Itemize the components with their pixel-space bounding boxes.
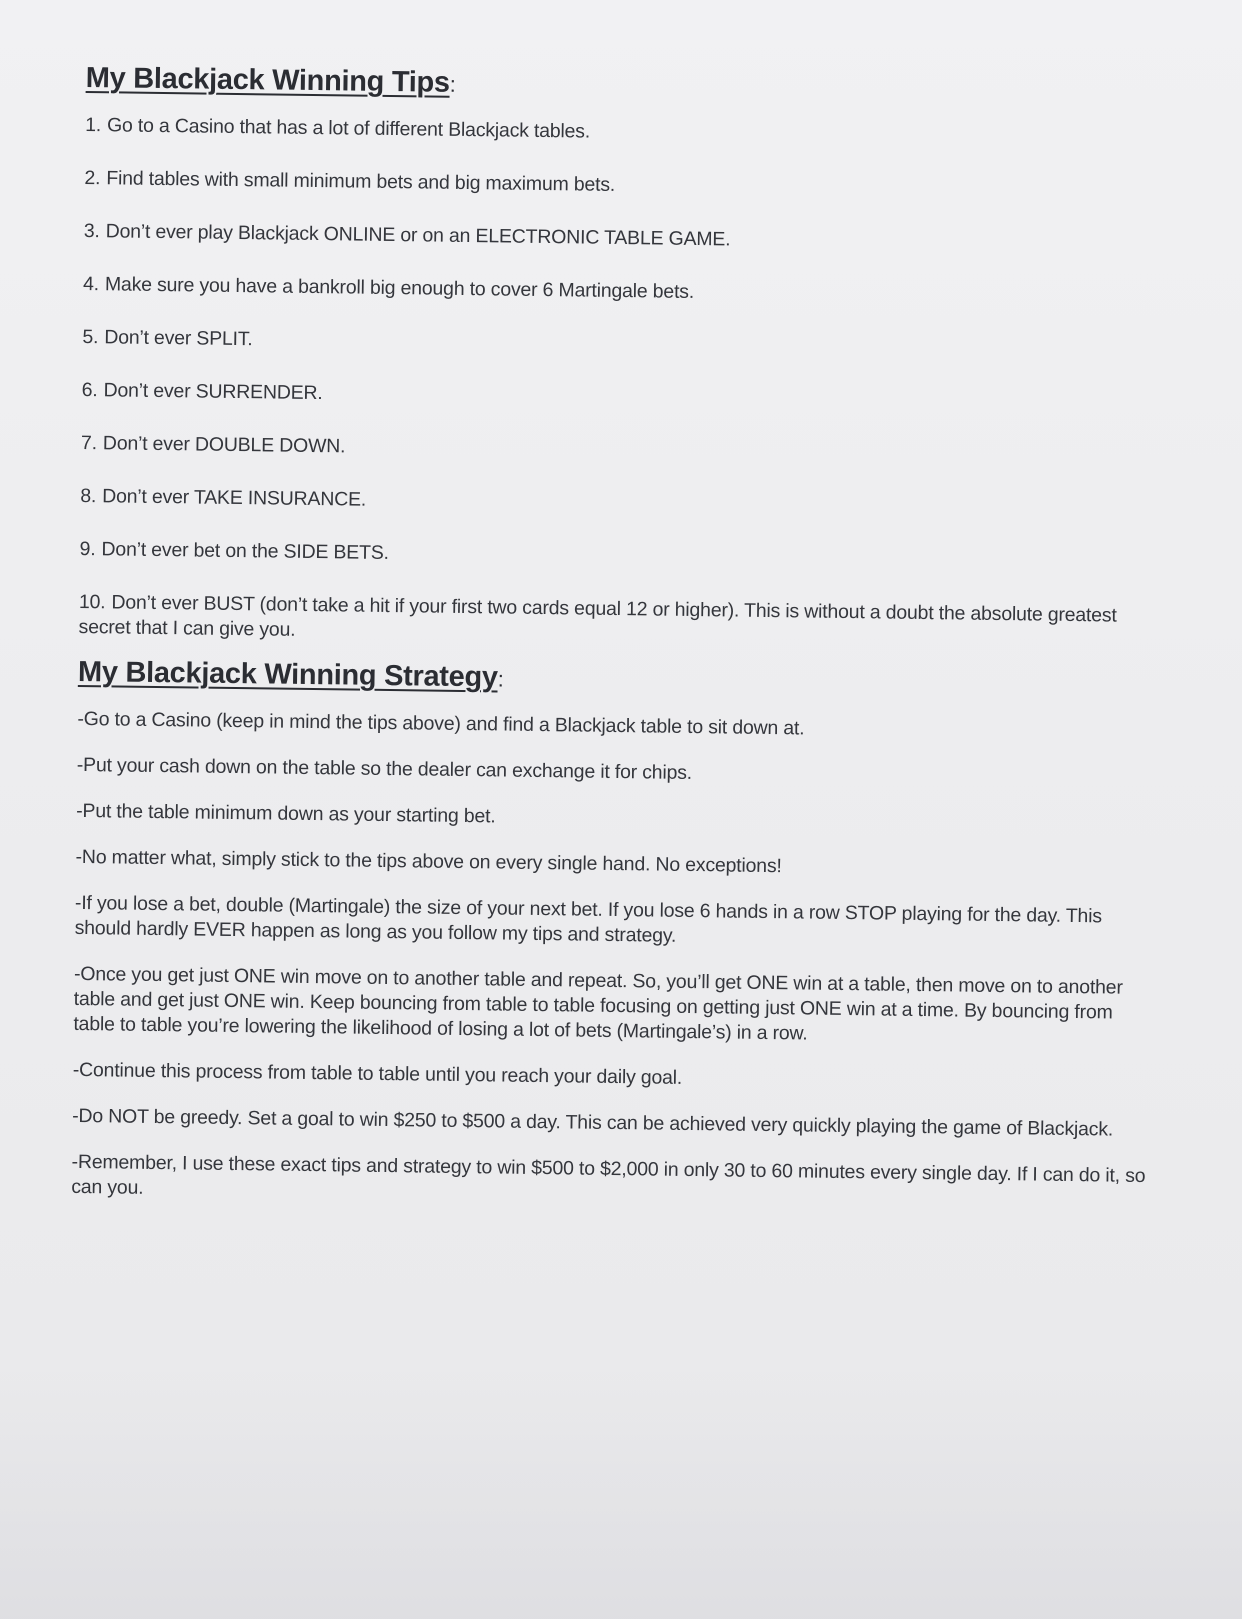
tip-number: 1.: [85, 113, 102, 137]
strategy-item: -Do NOT be greedy. Set a goal to win $250 to $500 a day. This can be achieved very quickly playing the game of Blackjack.: [72, 1104, 1114, 1141]
document-page: [71, 62, 1166, 1235]
tip-item: [84, 219, 1164, 258]
tip-item: [78, 590, 1159, 654]
tip-text: Don’t ever SPLIT.: [104, 326, 253, 351]
strategy-item: -Put your cash down on the table so the dealer can exchange it for chips.: [76, 753, 693, 784]
strategy-item: -Once you get just ONE win move on to another table and repeat. So, you’ll get ONE win at a table, then move on to another table and get just ONE win. Keep bouncing from table to table focusing on getting just ONE win at a time. By bouncing from table to table you’re lowering the likelihood of losing a lot of bets (Martingale’s) in a row.: [73, 962, 1123, 1045]
tip-number: 7.: [80, 431, 98, 455]
tip-text: Find tables with small minimum bets and big maximum bets.: [106, 167, 616, 196]
strategy-heading-colon: :: [497, 666, 504, 692]
strategy-heading: [78, 656, 1158, 703]
strategy-item: -No matter what, simply stick to the tips above on every single hand. No exceptions!: [75, 845, 782, 878]
tip-number: 6.: [81, 378, 98, 402]
tip-item: [81, 431, 1161, 470]
tips-heading-text: My Blackjack Winning Tips: [85, 62, 450, 99]
tip-number: 4.: [82, 272, 100, 296]
tip-text: Don’t ever DOUBLE DOWN.: [102, 432, 346, 458]
tip-number: 5.: [82, 325, 99, 349]
tip-item: [79, 537, 1159, 576]
tip-number: 2.: [84, 166, 101, 190]
tip-item: [83, 272, 1163, 311]
tip-text: Don’t ever TAKE INSURANCE.: [102, 485, 367, 511]
tip-text: Go to a Casino that has a lot of different Blackjack tables.: [106, 114, 591, 143]
strategy-item: -Go to a Casino (keep in mind the tips above) and find a Blackjack table to sit down at.: [77, 707, 805, 740]
tip-item: [82, 325, 1162, 364]
tip-text: Don’t ever SURRENDER.: [103, 379, 323, 405]
strategy-item: -Continue this process from table to table until you reach your daily goal.: [72, 1058, 683, 1089]
tips-heading-colon: :: [449, 71, 456, 97]
tip-item: [80, 484, 1160, 523]
strategy-list: [71, 707, 1157, 1214]
strategy-item: -If you lose a bet, double (Martingale) the size of your next bet. If you lose 6 hands in a row STOP playing for the day. This should hardly EVER happen as long as you follow my tips and strategy.: [74, 891, 1102, 947]
tip-item: [85, 113, 1165, 152]
tip-item: [84, 166, 1164, 205]
tip-number: 10.: [78, 590, 106, 614]
strategy-item: -Remember, I use these exact tips and strategy to win $500 to $2,000 in only 30 to 60 minutes every single day. If I can do it, so can you.: [71, 1150, 1146, 1199]
tip-number: 8.: [80, 484, 97, 508]
strategy-item: -Put the table minimum down as your starting bet.: [76, 799, 496, 828]
tip-text: Don’t ever BUST (don’t take a hit if your first two cards equal 12 or higher). This is without a doubt the absolute greatest secret that I can give you.: [78, 591, 1117, 641]
strategy-heading-text: My Blackjack Winning Strategy: [77, 655, 498, 694]
tip-text: Don’t ever bet on the SIDE BETS.: [101, 538, 389, 565]
tips-list: [78, 113, 1165, 654]
tip-item: [82, 378, 1162, 417]
tips-heading: [86, 62, 1166, 109]
tip-number: 9.: [79, 537, 96, 561]
tip-text: Don’t ever play Blackjack ONLINE or on an ELECTRONIC TABLE GAME.: [105, 220, 731, 251]
tip-number: 3.: [83, 219, 100, 243]
tip-text: Make sure you have a bankroll big enough to cover 6 Martingale bets.: [104, 273, 695, 303]
